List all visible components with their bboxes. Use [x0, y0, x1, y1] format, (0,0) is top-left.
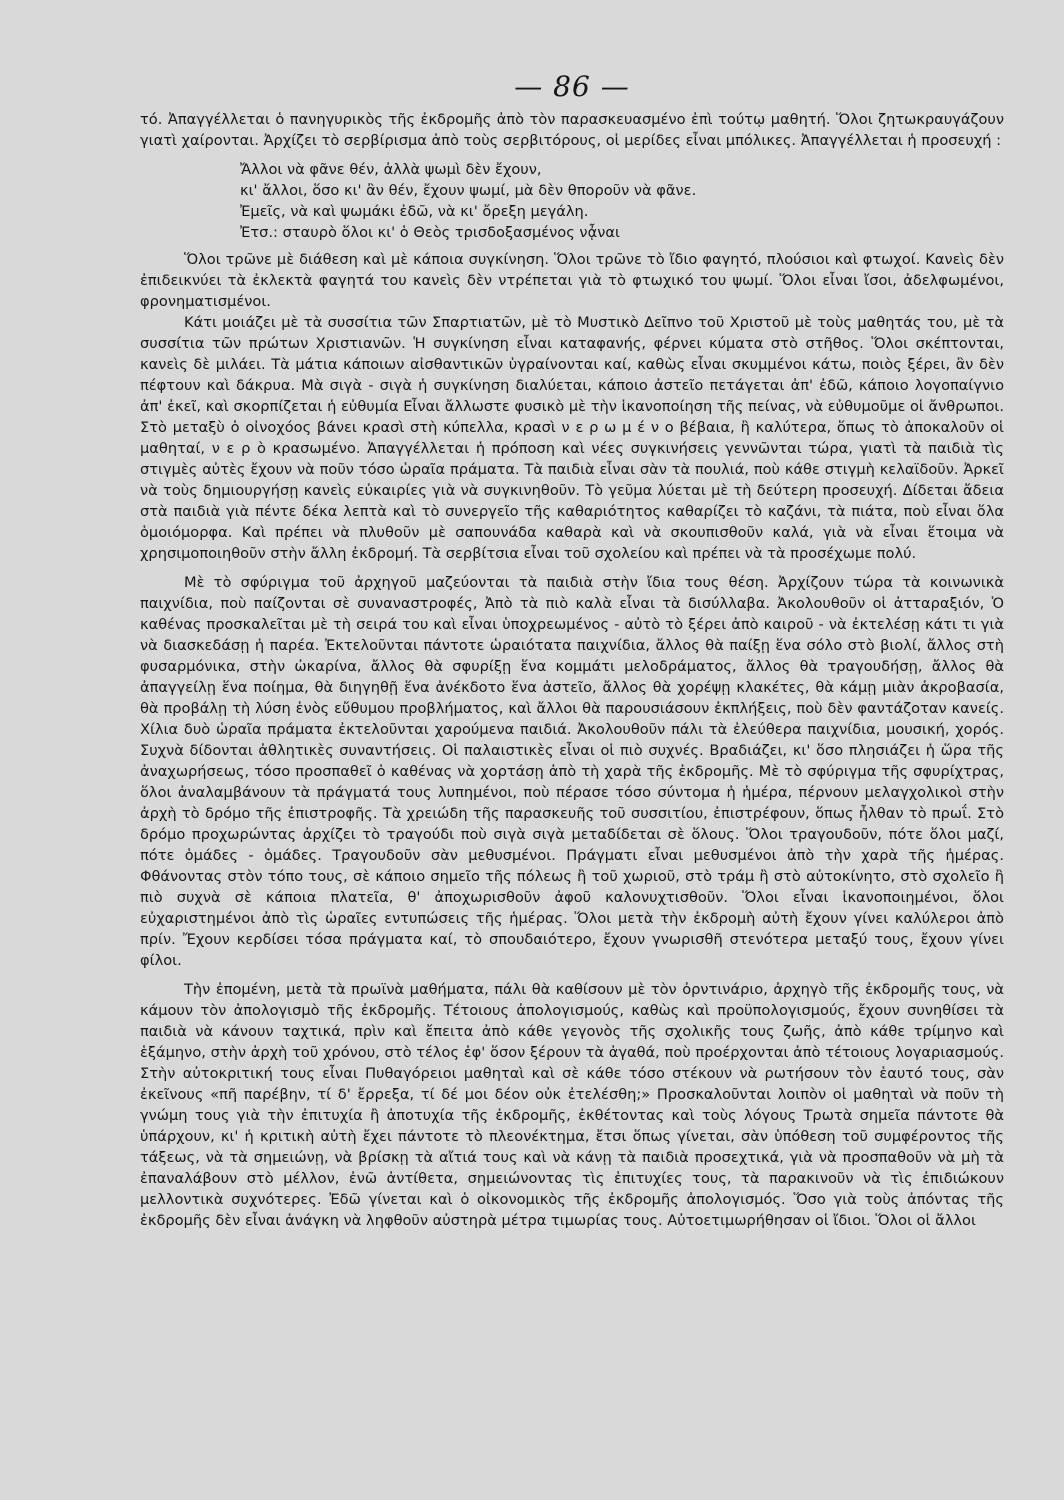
verse-line: Ἐτσ.: σταυρὸ ὅλοι κι' ὁ Θεὸς τρισδοξασμένος νᾆναι	[240, 224, 620, 241]
verse-line: Ἄλλοι νὰ φᾶνε θέν, ἀλλὰ ψωμὶ δὲν ἔχουν,	[240, 161, 542, 178]
paragraph-3: Κάτι μοιάζει μὲ τὰ συσσίτια τῶν Σπαρτιατῶν, μὲ τὸ Μυστικὸ Δεῖπνο τοῦ Χριστοῦ μὲ τοὺς μαθητάς του, μὲ τὰ συσσίτια τῶν πρώτων Χριστιανῶν. Ἡ συγκίνηση εἶναι καταφανής, φέρνει κύματα στὸ στῆθος. Ὅλοι σκέπτονται, κανεὶς δὲ μιλάει. Τὰ μάτια κάποιων αἰσθαντικῶν ὑγραίνονται καί, καθὼς εἶναι σκυμμένοι κάτω, ποιὸς ξέρει, ἂν δὲν πέφτουν καὶ δάκρυα. Μὰ σιγὰ - σιγὰ ἡ συγκίνηση διαλύεται, κάποιο ἀστεῖο πετάγεται ἀπ' ἐδῶ, κάποιο λογοπαίγνιο ἀπ' ἐκεῖ, καὶ σκορπίζεται ἡ εὐθυμία Εἶναι ἄλλωστε φυσικὸ μὲ τὴν ἱκανοποίηση τῆς πείνας, νὰ εὐθυμοῦμε οἱ ἄνθρωποι. Στὸ μεταξὺ ὁ οἰνοχόος βάνει κρασὶ στὴ κύπελλα, κρασὶ ν ε ρ ω μ έ ν ο βέβαια, ἢ καλύτερα, ὅπως τὸ ἀποκαλοῦν οἱ μαθηταί, ν ε ρ ὸ κρασωμένο. Ἀπαγγέλλεται ἡ πρόποση καὶ νέες συγκινήσεις γεννῶνται τώρα, γιατὶ τὰ παιδιὰ τὶς στιγμὲς αὐτὲς ἔχουν νὰ ποῦν τόσο ὡραῖα πράματα. Τὰ παιδιὰ εἶναι σὰν τὰ πουλιά, ποὺ κάθε στιγμὴ κελαϊδοῦν. Ἀρκεῖ νὰ τοὺς δημιουργήσῃ κανεὶς εὐκαιρίες γιὰ νὰ συγκινηθοῦν. Τὸ γεῦμα λύεται μὲ τὴ δεύτερη προσευχή. Δίδεται ἄδεια στὰ παιδιὰ γιὰ πέντε δέκα λεπτὰ καὶ τὸ συνεργεῖο τῆς καθαριότητος καθαρίζει τὸ καζάνι, τὰ πιάτα, ποὺ εἶναι ὅλα ὁμοιόμορφα. Καὶ πρέπει νὰ πλυθοῦν μὲ σαπουνάδα καθαρὰ καὶ νὰ σκουπισθοῦν καλά, γιὰ νὰ εἶναι ἕτοιμα νὰ χρησιμοποιηθοῦν στὴν ἄλλη ἐκδρομή. Τὰ σερβίτσια εἶναι τοῦ σχολείου καὶ πρέπει νὰ τὰ προσέχωμε πολύ.	[140, 314, 1004, 562]
prayer-verse	[240, 159, 1004, 243]
verse-line: κι' ἄλλοι, ὅσο κι' ἂν θέν, ἔχουν ψωμί, μὰ δὲν θποροῦν νὰ φᾶνε.	[240, 182, 697, 199]
paragraph-5: Τὴν ἐπομένη, μετὰ τὰ πρωϊνὰ μαθήματα, πάλι θὰ καθίσουν μὲ τὸν ὀρντινάριο, ἀρχηγὸ τῆς ἐκδρομῆς τους, νὰ κάμουν τὸν ἀπολογισμὸ τῆς ἐκδρομῆς. Τέτοιους ἀπολογισμούς, καθὼς καὶ προϋπολογισμούς, ἔχουν συνηθίσει τὰ παιδιὰ νὰ κάνουν ταχτικά, πρὶν καὶ ἔπειτα ἀπὸ κάθε γεγονὸς τῆς σχολικῆς τους ζωῆς, ἀπὸ κάθε τρίμηνο καὶ ἑξάμηνο, στὴν ἀρχὴ τοῦ χρόνου, στὸ τέλος ἐφ' ὅσον ξέρουν τὰ ἀγαθά, ποὺ προέρχονται ἀπὸ τέτοιους λογαριασμούς. Στὴν αὐτοκριτική τους εἶναι Πυθαγόρειοι μαθηταὶ καὶ σὲ κάθε τόσο στέκουν νὰ ρωτήσουν τὸν ἑαυτό τους, σὰν ἐκεῖνους «πῆ παρέβην, τί δ' ἔρρεξα, τί δέ μοι δέον οὐκ ἐτελέσθη;» Προσκαλοῦνται λοιπὸν οἱ μαθηταὶ νὰ ποῦν τὴ γνώμη τους γιὰ τὴν ἐπιτυχία ἢ ἀποτυχία τῆς ἐκδρομῆς, ἐκθέτοντας καὶ τοὺς λόγους Τρωτὰ σημεῖα πάντοτε θὰ ὑπάρχουν, κι' ἡ κριτικὴ αὐτὴ ἔχει πάντοτε τὸ πλεονέκτημα, ἔτσι ὅπως γίνεται, σὰν ὑπόθεση τοῦ συμφέροντος τῆς τάξεως, νὰ τὰ σημειώνῃ, νὰ βρίσκῃ τὰ αἴτιά τους καὶ νὰ κάνῃ τὰ παιδιὰ προσεχτικά, γιὰ νὰ προσπαθοῦν νὰ μὴ τὰ ἐπαναλάβουν στὸ μέλλον, ἐνῶ ἀντίθετα, σημειώνοντας τὶς ἐπιτυχίες τους, τὰ παρακινοῦν νὰ τὶς ἐπιδιώκουν μελλοντικὰ συχνότερες. Ἐδῶ γίνεται καὶ ὁ οἰκονομικὸς τῆς ἐκδρομῆς ἀπολογισμός. Ὅσο γιὰ τοὺς ἀπόντας τῆς ἐκδρομῆς δὲν εἶναι ἀνάγκη νὰ ληφθοῦν αὐστηρὰ μέτρα τιμωρίας τους. Αὐτοετιμωρήθησαν οἱ ἴδιοι. Ὅλοι οἱ ἄλλοι	[140, 981, 1004, 1229]
page-number: — 86 —	[514, 70, 630, 103]
paragraph-2: Ὅλοι τρῶνε μὲ διάθεση καὶ μὲ κάποια συγκίνηση. Ὅλοι τρῶνε τὸ ἴδιο φαγητό, πλούσιοι καὶ φτωχοί. Κανεὶς δὲν ἐπιδεικνύει τὰ ἐκλεκτὰ φαγητά του κανεὶς δὲν ντρέπεται γιὰ τὸ φτωχικό του ψωμί. Ὅλοι εἶναι ἴσοι, ἀδελφωμένοι, φρονηματισμένοι.	[140, 251, 1004, 310]
verse-line: Ἐμεῖς, νὰ καὶ ψωμάκι ἐδῶ, νὰ κι' ὄρεξη μεγάλη.	[240, 203, 589, 220]
paragraph-1: τό. Ἀπαγγέλλεται ὁ πανηγυρικὸς τῆς ἐκδρομῆς ἀπὸ τὸν παρασκευασμένο ἐπὶ τούτῳ μαθητή. Ὅλοι ζητωκραυγάζουν γιατὶ χαίρονται. Ἀρχίζει τὸ σερβίρισμα ἀπὸ τοὺς σερβιτόρους, οἱ μερίδες εἶναι μπόλικες. Ἀπαγγέλλεται ἡ προσευχή :	[140, 111, 1004, 149]
paragraph-4: Μὲ τὸ σφύριγμα τοῦ ἀρχηγοῦ μαζεύονται τὰ παιδιὰ στὴν ἴδια τους θέση. Ἀρχίζουν τώρα τὰ κοινωνικὰ παιχνίδια, ποὺ παίζονται σὲ συναναστροφές, Ἀπὸ τὰ πιὸ καλὰ εἶναι τὰ δισύλλαβα. Ἀκολουθοῦν οἱ ἀτταραξιόν, Ὁ καθένας προσκαλεῖται μὲ τὴ σειρά του καὶ εἶναι ὑποχρεωμένος - αὐτὸ τὸ ξέρει ἀπὸ καιροῦ - νὰ ἐκτελέσῃ κάτι τι γιὰ νὰ διασκεδάσῃ ἡ παρέα. Ἐκτελοῦνται πάντοτε ὡραιότατα παιχνίδια, ἄλλος θὰ παίξῃ ἕνα σόλο στὸ βιολί, ἄλλος στὴ φυσαρμόνικα, στὴν ὠκαρίνα, ἄλλος θὰ σφυρίξῃ ἕνα κομμάτι μελοδράματος, ἄλλος θὰ τραγουδήσῃ, ἄλλος θὰ ἀπαγγείλῃ ἕνα ποίημα, θὰ διηγηθῇ ἕνα ἀνέκδοτο ἕνα ἀστεῖο, ἄλλος θὰ χορέψῃ κλακέτες, θὰ κάμῃ μιὰν ἀκροβασία, θὰ προβάλῃ τὴ λύση ἑνὸς εὔθυμου προβλήματος, καὶ ἄλλοι θὰ παρουσιάσουν ἐκπλήξεις, ποὺ δὲν φαντάζοταν κανείς. Χίλια δυὸ ὡραῖα πράματα ἐκτελοῦνται χαρούμενα παιδιά. Ἀκολουθοῦν πάλι τὰ ἐλεύθερα παιχνίδια, μουσική, χορός. Συχνὰ δίδονται ἀθλητικὲς συναντήσεις. Οἱ παλαιστικὲς εἶναι οἱ πιὸ συχνές. Βραδιάζει, κι' ὅσο πλησιάζει ἡ ὥρα τῆς ἀναχωρήσεως, τόσο προσπαθεῖ ὁ καθένας νὰ χορτάσῃ ἀπὸ τὴ χαρὰ τῆς ἐκδρομῆς. Μὲ τὸ σφύριγμα τῆς σφυρίχτρας, ὅλοι ἀναλαμβάνουν τὰ πράγματά τους λυπημένοι, ποὺ πέρασε τόσο σύντομα ἡ ἡμέρα, πέρνουν μελαγχολικοὶ στὴν ἀρχὴ τὸ δρόμο τῆς ἐπιστροφῆς. Τὰ χρειώδη τῆς παρασκευῆς τοῦ συσσιτίου, ἐπιστρέφουν, ὅπως ἦλθαν τὸ πρωΐ. Στὸ δρόμο προχωρώντας ἀρχίζει τὸ τραγούδι ποὺ σιγὰ σιγὰ μεταδίδεται σὲ ὅλους. Ὅλοι τραγουδοῦν, πότε ὅλοι μαζί, πότε ὁμάδες - ὁμάδες. Τραγουδοῦν σὰν μεθυσμένοι. Πράγματι εἶναι μεθυσμένοι ἀπὸ τὴν χαρὰ τῆς ἡμέρας. Φθάνοντας στὸν τόπο τους, σὲ κάποιο σημεῖο τῆς πόλεως ἢ τοῦ χωριοῦ, στὸ τράμ ἢ στὸ αὐτοκίνητο, στὸ σχολεῖο ἢ πιὸ συχνὰ σὲ κάποια πλατεῖα, θ' ἀποχωρισθοῦν ἀφοῦ καλονυχτισθοῦν. Ὅλοι εἶναι ἱκανοποιημένοι, ὅλοι εὐχαριστημένοι ἀπὸ τὶς ὡραῖες εντυπώσεις τῆς ἡμέρας. Ὅλοι μετὰ τὴν ἐκδρομὴ αὐτὴ ἔχουν γίνει καλύλεροι ἀπὸ πρίν. Ἔχουν κερδίσει τόσα πράγματα καί, τὸ σπουδαιότερο, ἔχουν γνωρισθῆ στενότερα μεταξύ τους, ἔχουν γίνει φίλοι.	[140, 574, 1004, 969]
